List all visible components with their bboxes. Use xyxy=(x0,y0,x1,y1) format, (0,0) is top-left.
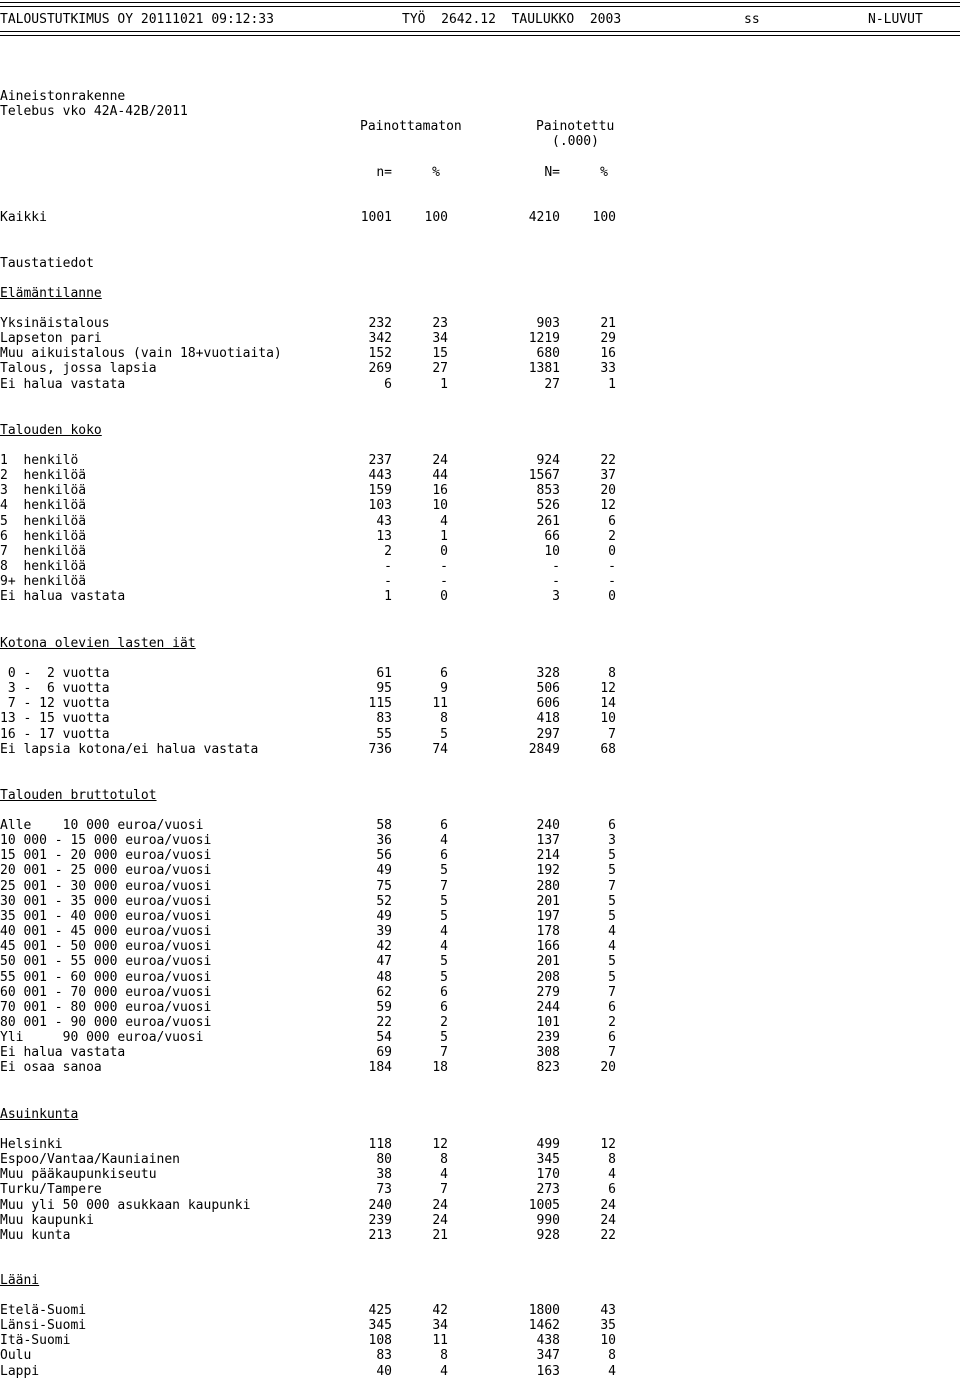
row-pct2: 4 xyxy=(608,1364,616,1379)
row-N: 101 xyxy=(536,1015,560,1030)
row-N: 347 xyxy=(536,1348,560,1363)
row-pct2: 7 xyxy=(608,727,616,742)
row-label: Länsi-Suomi xyxy=(0,1318,87,1333)
row-pct1: - xyxy=(440,574,448,589)
row-n: 36 xyxy=(376,833,392,848)
row-label: 20 001 - 25 000 euroa/vuosi xyxy=(0,863,212,878)
row-pct2: 29 xyxy=(600,331,616,346)
row-pct2: 12 xyxy=(600,681,616,696)
row-label: 6 henkilöä xyxy=(0,529,87,544)
row-N: 137 xyxy=(536,833,560,848)
row-pct1: 74 xyxy=(432,742,448,757)
row-N: 2849 xyxy=(528,742,560,757)
row-n: 232 xyxy=(368,316,392,331)
row-pct2: 6 xyxy=(608,1000,616,1015)
total-pct1: 100 xyxy=(424,210,448,225)
row-pct1: 7 xyxy=(440,879,448,894)
row-n: 40 xyxy=(376,1364,392,1379)
row-N: 924 xyxy=(536,453,560,468)
row-N: 197 xyxy=(536,909,560,924)
row-pct1: 6 xyxy=(440,1000,448,1015)
row-pct2: 12 xyxy=(600,1137,616,1152)
row-label: 55 001 - 60 000 euroa/vuosi xyxy=(0,970,212,985)
row-label: 70 001 - 80 000 euroa/vuosi xyxy=(0,1000,212,1015)
row-n: 43 xyxy=(376,514,392,529)
row-n: 736 xyxy=(368,742,392,757)
row-n: 61 xyxy=(376,666,392,681)
row-label: 8 henkilöä xyxy=(0,559,87,574)
total-n: 1001 xyxy=(360,210,392,225)
row-n: 184 xyxy=(368,1060,392,1075)
row-pct2: 43 xyxy=(600,1303,616,1318)
row-n: 103 xyxy=(368,498,392,513)
row-pct2: 7 xyxy=(608,985,616,1000)
col-weighted-label: Painotettu xyxy=(536,119,615,134)
row-pct1: 5 xyxy=(440,863,448,878)
row-label: Lapseton pari xyxy=(0,331,102,346)
row-pct2: - xyxy=(608,574,616,589)
row-label: Muu aikuistalous (vain 18+vuotiaita) xyxy=(0,346,282,361)
row-pct2: - xyxy=(608,559,616,574)
row-pct1: 34 xyxy=(432,331,448,346)
row-n: 49 xyxy=(376,909,392,924)
row-N: 903 xyxy=(536,316,560,331)
total-label: Kaikki xyxy=(0,210,47,225)
row-n: 62 xyxy=(376,985,392,1000)
row-label: Yli 90 000 euroa/vuosi xyxy=(0,1030,204,1045)
row-N: 66 xyxy=(544,529,560,544)
row-N: 990 xyxy=(536,1213,560,1228)
row-n: 69 xyxy=(376,1045,392,1060)
row-pct2: 10 xyxy=(600,1333,616,1348)
row-label: Etelä-Suomi xyxy=(0,1303,87,1318)
row-N: 1567 xyxy=(528,468,560,483)
row-pct2: 7 xyxy=(608,879,616,894)
row-pct2: 4 xyxy=(608,924,616,939)
row-label: 2 henkilöä xyxy=(0,468,87,483)
row-label: 0 - 2 vuotta xyxy=(0,666,110,681)
total-N: 4210 xyxy=(528,210,560,225)
row-pct1: 24 xyxy=(432,1198,448,1213)
row-pct1: - xyxy=(440,559,448,574)
header-double-rule xyxy=(0,31,960,36)
row-N: 240 xyxy=(536,818,560,833)
row-N: 3 xyxy=(552,589,560,604)
row-label: Ei halua vastata xyxy=(0,1045,126,1060)
row-pct2: 37 xyxy=(600,468,616,483)
header-code: ss xyxy=(744,12,760,27)
row-label: 80 001 - 90 000 euroa/vuosi xyxy=(0,1015,212,1030)
row-n: 39 xyxy=(376,924,392,939)
row-N: - xyxy=(552,574,560,589)
row-n: 59 xyxy=(376,1000,392,1015)
row-pct2: 8 xyxy=(608,666,616,681)
row-pct1: 0 xyxy=(440,544,448,559)
row-N: 499 xyxy=(536,1137,560,1152)
row-pct2: 6 xyxy=(608,514,616,529)
row-N: 10 xyxy=(544,544,560,559)
row-N: 308 xyxy=(536,1045,560,1060)
row-label: Ei halua vastata xyxy=(0,377,126,392)
row-label: 35 001 - 40 000 euroa/vuosi xyxy=(0,909,212,924)
row-pct1: 24 xyxy=(432,453,448,468)
row-pct2: 0 xyxy=(608,544,616,559)
row-N: 201 xyxy=(536,954,560,969)
row-pct2: 8 xyxy=(608,1348,616,1363)
row-label: 30 001 - 35 000 euroa/vuosi xyxy=(0,894,212,909)
row-n: 239 xyxy=(368,1213,392,1228)
row-n: 55 xyxy=(376,727,392,742)
row-label: Yksinäistalous xyxy=(0,316,110,331)
row-pct2: 5 xyxy=(608,848,616,863)
row-pct2: 16 xyxy=(600,346,616,361)
col-unweighted-label: Painottamaton xyxy=(360,119,462,134)
row-label: 25 001 - 30 000 euroa/vuosi xyxy=(0,879,212,894)
row-pct1: 6 xyxy=(440,985,448,1000)
row-N: 261 xyxy=(536,514,560,529)
row-n: 269 xyxy=(368,361,392,376)
row-pct2: 6 xyxy=(608,1182,616,1197)
row-n: 56 xyxy=(376,848,392,863)
row-pct2: 0 xyxy=(608,589,616,604)
row-n: 118 xyxy=(368,1137,392,1152)
row-pct2: 24 xyxy=(600,1213,616,1228)
row-label: Turku/Tampere xyxy=(0,1182,102,1197)
row-n: 22 xyxy=(376,1015,392,1030)
row-label: Alle 10 000 euroa/vuosi xyxy=(0,818,204,833)
row-pct2: 6 xyxy=(608,1030,616,1045)
row-n: 83 xyxy=(376,1348,392,1363)
row-pct2: 8 xyxy=(608,1152,616,1167)
row-label: Muu yli 50 000 asukkaan kaupunki xyxy=(0,1198,251,1213)
row-label: 3 henkilöä xyxy=(0,483,87,498)
row-N: 506 xyxy=(536,681,560,696)
row-label: Helsinki xyxy=(0,1137,63,1152)
row-N: 328 xyxy=(536,666,560,681)
section-heading: Talouden koko xyxy=(0,423,102,438)
row-pct1: 8 xyxy=(440,1152,448,1167)
row-n: 342 xyxy=(368,331,392,346)
row-label: 9+ henkilöä xyxy=(0,574,87,589)
row-label: 60 001 - 70 000 euroa/vuosi xyxy=(0,985,212,1000)
row-n: 73 xyxy=(376,1182,392,1197)
row-pct2: 21 xyxy=(600,316,616,331)
section-heading: Asuinkunta xyxy=(0,1107,79,1122)
section-heading: Kotona olevien lasten iät xyxy=(0,636,196,651)
row-label: 5 henkilöä xyxy=(0,514,87,529)
row-pct2: 68 xyxy=(600,742,616,757)
row-N: 244 xyxy=(536,1000,560,1015)
row-N: 280 xyxy=(536,879,560,894)
row-pct1: 4 xyxy=(440,924,448,939)
row-pct2: 3 xyxy=(608,833,616,848)
row-pct2: 6 xyxy=(608,818,616,833)
col-n-header: n= xyxy=(376,165,392,180)
row-pct1: 0 xyxy=(440,589,448,604)
total-pct2: 100 xyxy=(592,210,616,225)
row-pct1: 27 xyxy=(432,361,448,376)
row-N: 823 xyxy=(536,1060,560,1075)
row-pct1: 4 xyxy=(440,1167,448,1182)
row-pct1: 5 xyxy=(440,970,448,985)
row-pct1: 1 xyxy=(440,529,448,544)
row-n: 1 xyxy=(384,589,392,604)
row-pct2: 22 xyxy=(600,453,616,468)
background-heading: Taustatiedot xyxy=(0,256,94,271)
row-pct2: 7 xyxy=(608,1045,616,1060)
col-pct2-header: % xyxy=(600,165,608,180)
row-pct1: 12 xyxy=(432,1137,448,1152)
row-pct1: 4 xyxy=(440,833,448,848)
row-label: Lappi xyxy=(0,1364,40,1379)
row-pct1: 8 xyxy=(440,1348,448,1363)
row-N: 192 xyxy=(536,863,560,878)
top-double-rule xyxy=(0,2,960,7)
section-heading: Talouden bruttotulot xyxy=(0,788,157,803)
row-pct2: 2 xyxy=(608,529,616,544)
row-n: 108 xyxy=(368,1333,392,1348)
row-n: 75 xyxy=(376,879,392,894)
row-N: 170 xyxy=(536,1167,560,1182)
row-n: 42 xyxy=(376,939,392,954)
row-pct1: 5 xyxy=(440,909,448,924)
row-n: 115 xyxy=(368,696,392,711)
row-pct1: 6 xyxy=(440,666,448,681)
section-heading: Lääni xyxy=(0,1273,40,1288)
row-N: 279 xyxy=(536,985,560,1000)
row-pct1: 11 xyxy=(432,1333,448,1348)
row-n: 443 xyxy=(368,468,392,483)
row-N: 680 xyxy=(536,346,560,361)
row-label: 3 - 6 vuotta xyxy=(0,681,110,696)
row-label: Espoo/Vantaa/Kauniainen xyxy=(0,1152,181,1167)
row-pct1: 7 xyxy=(440,1182,448,1197)
row-pct2: 1 xyxy=(608,377,616,392)
row-pct2: 14 xyxy=(600,696,616,711)
row-pct1: 5 xyxy=(440,894,448,909)
row-pct1: 8 xyxy=(440,711,448,726)
row-N: 1462 xyxy=(528,1318,560,1333)
row-N: - xyxy=(552,559,560,574)
col-N-header: N= xyxy=(544,165,560,180)
header-table-type: N-LUVUT xyxy=(868,12,923,27)
row-n: 425 xyxy=(368,1303,392,1318)
row-N: 201 xyxy=(536,894,560,909)
row-label: Ei lapsia kotona/ei halua vastata xyxy=(0,742,259,757)
row-N: 928 xyxy=(536,1228,560,1243)
row-n: 240 xyxy=(368,1198,392,1213)
header-company-datetime: TALOUSTUTKIMUS OY 20111021 09:12:33 xyxy=(0,12,274,27)
row-pct2: 4 xyxy=(608,939,616,954)
row-label: 15 001 - 20 000 euroa/vuosi xyxy=(0,848,212,863)
row-label: 4 henkilöä xyxy=(0,498,87,513)
row-n: - xyxy=(384,559,392,574)
row-label: Ei halua vastata xyxy=(0,589,126,604)
row-label: Muu kaupunki xyxy=(0,1213,94,1228)
row-N: 438 xyxy=(536,1333,560,1348)
row-pct2: 4 xyxy=(608,1167,616,1182)
row-pct2: 5 xyxy=(608,894,616,909)
row-pct2: 12 xyxy=(600,498,616,513)
row-n: 152 xyxy=(368,346,392,361)
row-pct2: 22 xyxy=(600,1228,616,1243)
row-n: 2 xyxy=(384,544,392,559)
section-heading: Elämäntilanne xyxy=(0,286,102,301)
row-N: 1800 xyxy=(528,1303,560,1318)
row-n: 47 xyxy=(376,954,392,969)
row-n: 54 xyxy=(376,1030,392,1045)
row-label: 10 000 - 15 000 euroa/vuosi xyxy=(0,833,212,848)
row-N: 418 xyxy=(536,711,560,726)
row-n: - xyxy=(384,574,392,589)
row-label: 13 - 15 vuotta xyxy=(0,711,110,726)
row-pct1: 4 xyxy=(440,514,448,529)
row-pct2: 5 xyxy=(608,970,616,985)
row-N: 214 xyxy=(536,848,560,863)
col-weighted-unit: (.000) xyxy=(552,134,599,149)
row-pct1: 34 xyxy=(432,1318,448,1333)
row-N: 1381 xyxy=(528,361,560,376)
row-pct1: 2 xyxy=(440,1015,448,1030)
row-pct1: 6 xyxy=(440,848,448,863)
row-pct1: 7 xyxy=(440,1045,448,1060)
row-n: 48 xyxy=(376,970,392,985)
row-N: 526 xyxy=(536,498,560,513)
row-n: 58 xyxy=(376,818,392,833)
row-label: Muu pääkaupunkiseutu xyxy=(0,1167,157,1182)
row-pct1: 1 xyxy=(440,377,448,392)
row-pct1: 10 xyxy=(432,498,448,513)
row-N: 208 xyxy=(536,970,560,985)
row-pct2: 20 xyxy=(600,483,616,498)
row-label: Muu kunta xyxy=(0,1228,71,1243)
intro-title: Aineistonrakenne xyxy=(0,89,126,104)
row-pct2: 24 xyxy=(600,1198,616,1213)
row-n: 13 xyxy=(376,529,392,544)
row-pct2: 5 xyxy=(608,909,616,924)
row-pct2: 10 xyxy=(600,711,616,726)
row-pct2: 5 xyxy=(608,954,616,969)
row-pct1: 5 xyxy=(440,1030,448,1045)
row-N: 853 xyxy=(536,483,560,498)
row-pct1: 23 xyxy=(432,316,448,331)
row-N: 273 xyxy=(536,1182,560,1197)
row-label: 40 001 - 45 000 euroa/vuosi xyxy=(0,924,212,939)
row-pct1: 4 xyxy=(440,939,448,954)
row-n: 83 xyxy=(376,711,392,726)
intro-subtitle: Telebus vko 42A-42B/2011 xyxy=(0,104,188,119)
row-pct1: 18 xyxy=(432,1060,448,1075)
col-pct1-header: % xyxy=(432,165,440,180)
row-label: 7 - 12 vuotta xyxy=(0,696,110,711)
row-pct1: 4 xyxy=(440,1364,448,1379)
row-pct1: 6 xyxy=(440,818,448,833)
row-n: 52 xyxy=(376,894,392,909)
row-pct1: 16 xyxy=(432,483,448,498)
row-label: Itä-Suomi xyxy=(0,1333,71,1348)
row-pct1: 44 xyxy=(432,468,448,483)
row-n: 237 xyxy=(368,453,392,468)
row-pct1: 9 xyxy=(440,681,448,696)
row-label: 16 - 17 vuotta xyxy=(0,727,110,742)
row-N: 166 xyxy=(536,939,560,954)
row-pct2: 33 xyxy=(600,361,616,376)
row-N: 1005 xyxy=(528,1198,560,1213)
row-n: 80 xyxy=(376,1152,392,1167)
row-N: 345 xyxy=(536,1152,560,1167)
row-n: 38 xyxy=(376,1167,392,1182)
row-n: 6 xyxy=(384,377,392,392)
row-pct2: 5 xyxy=(608,863,616,878)
row-pct2: 35 xyxy=(600,1318,616,1333)
row-label: Talous, jossa lapsia xyxy=(0,361,157,376)
row-n: 213 xyxy=(368,1228,392,1243)
row-label: Oulu xyxy=(0,1348,32,1363)
row-pct1: 24 xyxy=(432,1213,448,1228)
row-N: 297 xyxy=(536,727,560,742)
row-N: 1219 xyxy=(528,331,560,346)
row-N: 27 xyxy=(544,377,560,392)
row-N: 178 xyxy=(536,924,560,939)
row-n: 95 xyxy=(376,681,392,696)
row-pct1: 5 xyxy=(440,954,448,969)
row-pct2: 2 xyxy=(608,1015,616,1030)
row-label: 1 henkilö xyxy=(0,453,79,468)
row-label: Ei osaa sanoa xyxy=(0,1060,102,1075)
row-label: 50 001 - 55 000 euroa/vuosi xyxy=(0,954,212,969)
row-pct1: 5 xyxy=(440,727,448,742)
row-pct1: 15 xyxy=(432,346,448,361)
row-n: 159 xyxy=(368,483,392,498)
row-pct2: 20 xyxy=(600,1060,616,1075)
row-label: 7 henkilöä xyxy=(0,544,87,559)
row-n: 345 xyxy=(368,1318,392,1333)
row-N: 239 xyxy=(536,1030,560,1045)
row-N: 606 xyxy=(536,696,560,711)
row-pct1: 42 xyxy=(432,1303,448,1318)
row-pct1: 11 xyxy=(432,696,448,711)
row-N: 163 xyxy=(536,1364,560,1379)
row-pct1: 21 xyxy=(432,1228,448,1243)
header-job: TYÖ 2642.12 TAULUKKO 2003 xyxy=(402,12,622,27)
row-label: 45 001 - 50 000 euroa/vuosi xyxy=(0,939,212,954)
row-n: 49 xyxy=(376,863,392,878)
